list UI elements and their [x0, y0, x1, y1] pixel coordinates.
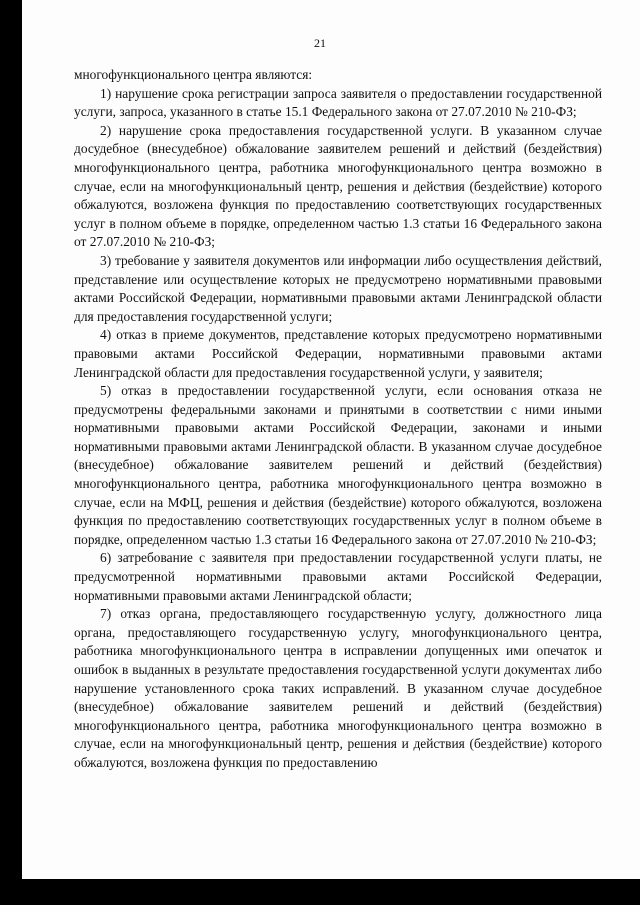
page-number: 21 [314, 36, 326, 50]
paragraph-item-6: 6) затребование с заявителя при предоставлении государственной услуги платы, не предусмотренной нормативными правовыми актами Российской Федерации, нормативными правовыми актами Ленинградской области; [74, 550, 602, 603]
scan-edge-bottom [0, 879, 640, 905]
paragraph-item-2: 2) нарушение срока предоставления государственной услуги. В указанном случае досудебное (внесудебное) обжалование заявителем решений и действий (бездействия) многофункционального центра, работника многофункционального центра возможно в случае, если на многофункциональный центр, решения и действия (бездействие) которого обжалуются, возложена функция по предоставлению соответствующих государственных услуг в полном объеме в порядке, определенном частью 1.3 статьи 16 Федерального закона от 27.07.2010 № 210-ФЗ; [74, 122, 602, 250]
paragraph-intro: многофункционального центра являются: [74, 67, 313, 82]
paragraph-item-4: 4) отказ в приеме документов, представление которых предусмотрено нормативными правовыми актами Российской Федерации, нормативными правовыми актами Ленинградской области для предоставления государственной услуги, у заявителя; [74, 327, 602, 380]
document-body [74, 66, 602, 773]
paragraph-item-3: 3) требование у заявителя документов или информации либо осуществления действий, представление или осуществление которых не предусмотрено нормативными правовыми актами Российской Федерации, нормативными правовыми актами Ленинградской области для предоставления государственной услуги; [74, 252, 602, 324]
paragraph-item-7: 7) отказ органа, предоставляющего государственную услугу, должностного лица органа, предоставляющего государственную услугу, многофункционального центра, работника многофункционального центра в исправлении допущенных ими опечаток и ошибок в выданных в результате предоставления государственной услуги документах либо нарушение установленного срока таких исправлений. В указанном случае досудебное (внесудебное) обжалование заявителем решений и действий (бездействия) многофункционального центра, работника многофункционального центра возможно в случае, если на многофункциональный центр, решения и действия (бездействие) которого обжалуются, возложена функция по предоставлению [74, 606, 602, 770]
paragraph-item-5: 5) отказ в предоставлении государственной услуги, если основания отказа не предусмотрены федеральными законами и принятыми в соответствии с ними иными нормативными правовыми актами Российской Федерации, законами и иными нормативными правовыми актами Ленинградской области. В указанном случае досудебное (внесудебное) обжалование заявителем решений и действий (бездействия) многофункционального центра, работника многофункционального центра возможно в случае, если на МФЦ, решения и действия (бездействие) которого обжалуются, возложена функция по предоставлению соответствующих государственных услуг в полном объеме в порядке, определенном частью 1.3 статьи 16 Федерального закона от 27.07.2010 № 210-ФЗ; [74, 383, 602, 547]
paragraph-item-1: 1) нарушение срока регистрации запроса заявителя о предоставлении государственной услуги, запроса, указанного в статье 15.1 Федерального закона от 27.07.2010 № 210-ФЗ; [74, 85, 602, 120]
scan-edge-left [0, 0, 22, 905]
